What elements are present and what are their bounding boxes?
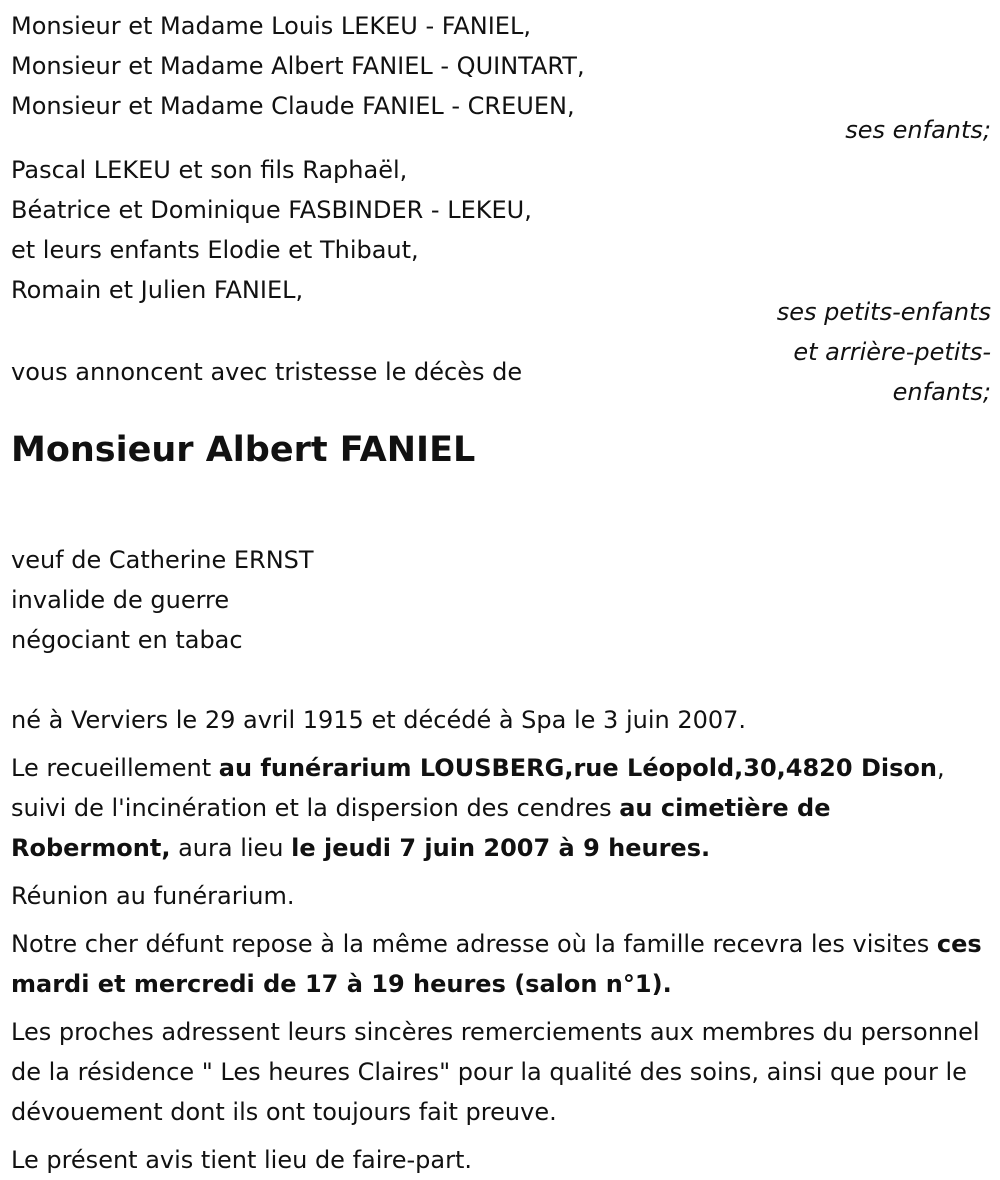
grandchildren-label-line: ses petits-enfants <box>776 298 991 326</box>
grandchild-line: Béatrice et Dominique FASBINDER - LEKEU, <box>11 196 532 224</box>
grandchildren-block <box>11 150 991 310</box>
detail-line: négociant en tabac <box>11 626 243 654</box>
cemetery-location: au cimetière de Robermont, <box>11 794 831 862</box>
details-block <box>11 540 991 660</box>
birth-death: né à Verviers le 29 avril 1915 et décédé à Spa le 3 juin 2007. <box>11 706 747 734</box>
thanks-paragraph: Les proches adressent leurs sincères remerciements aux membres du personnel de la résidence " Les heures Claires" pour la qualité des soins, ainsi que pour le dévouement dont ils ont toujours fait preuve. <box>11 1018 980 1126</box>
child-line: Monsieur et Madame Albert FANIEL - QUINTART, <box>11 52 585 80</box>
grandchild-line: Romain et Julien FANIEL, <box>11 276 304 304</box>
grandchildren-label-line: et arrière-petits- <box>793 338 991 366</box>
detail-line: invalide de guerre <box>11 586 230 614</box>
grandchild-line: et leurs enfants Elodie et Thibaut, <box>11 236 419 264</box>
grandchild-line: Pascal LEKEU et son fils Raphaël, <box>11 156 408 184</box>
child-line: Monsieur et Madame Claude FANIEL - CREUEN, <box>11 92 575 120</box>
ceremony-paragraph <box>11 748 991 868</box>
detail-line: veuf de Catherine ERNST <box>11 546 314 574</box>
visits-hours: ces mardi et mercredi de 17 à 19 heures (salon n°1). <box>11 930 982 998</box>
ceremony-location: au funérarium LOUSBERG,rue Léopold,30,4820 Dison <box>218 754 937 782</box>
visits-text: Notre cher défunt repose à la même adresse où la famille recevra les visites <box>11 930 937 958</box>
announcement: vous annoncent avec tristesse le décès de <box>11 358 523 386</box>
children-block <box>11 6 991 126</box>
children-label: ses enfants; <box>845 116 991 144</box>
ceremony-date: le jeudi 7 juin 2007 à 9 heures. <box>291 834 711 862</box>
closing-line: Le présent avis tient lieu de faire-part. <box>11 1146 473 1174</box>
visits-paragraph <box>11 924 991 1004</box>
grandchildren-label <box>777 292 991 412</box>
child-line: Monsieur et Madame Louis LEKEU - FANIEL, <box>11 12 531 40</box>
obituary-notice <box>11 6 991 1180</box>
ceremony-text: Le recueillement <box>11 754 219 782</box>
ceremony-text: aura lieu <box>170 834 292 862</box>
deceased-name: Monsieur Albert FANIEL <box>11 430 476 470</box>
meeting-note: Réunion au funérarium. <box>11 882 295 910</box>
grandchildren-label-line: enfants; <box>892 378 991 406</box>
ceremony-text: , suivi de l'incinération et la dispersion des cendres <box>11 754 945 822</box>
